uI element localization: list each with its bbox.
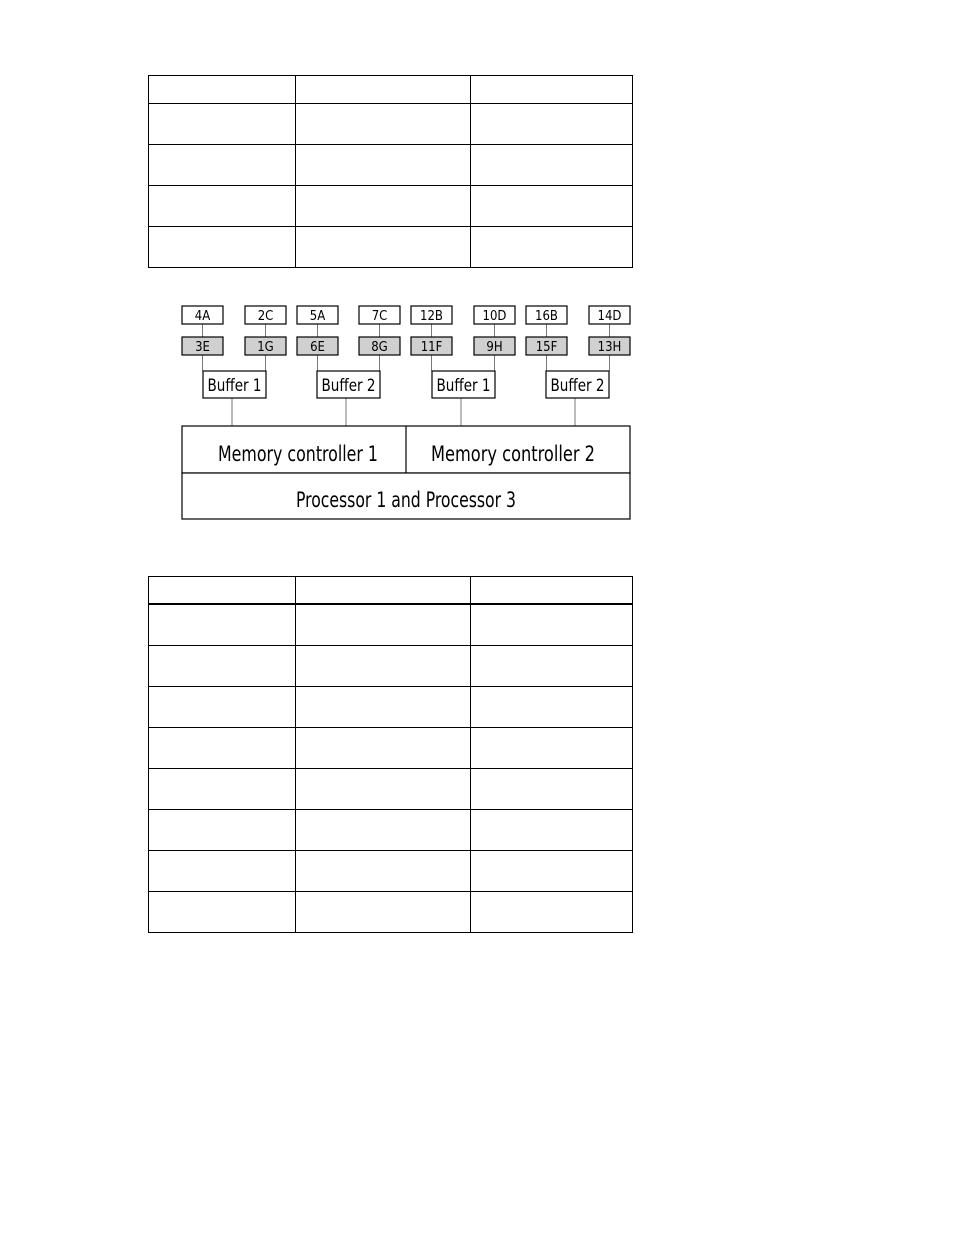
table-cell (149, 577, 296, 605)
buffer-label: Buffer 1 (436, 376, 491, 396)
table-cell (296, 646, 471, 687)
dimm-slot-16b-label: 16B (535, 309, 558, 324)
dimm-slot-8g-label: 8G (371, 340, 388, 355)
table-cell (296, 577, 471, 605)
table-row (149, 687, 633, 728)
table-cell (149, 604, 296, 646)
table-row (149, 810, 633, 851)
table-header-row (149, 577, 633, 605)
table-cell (149, 810, 296, 851)
table-row (149, 604, 633, 646)
buffer-label: Buffer 2 (321, 376, 376, 396)
dimm-slot-11f-label: 11F (420, 340, 443, 355)
dimm-slot-15f-label: 15F (535, 340, 558, 355)
buffer-label: Buffer 2 (550, 376, 605, 396)
dimm-slot-5a-label: 5A (309, 309, 326, 324)
table-cell (471, 728, 633, 769)
buffer-label: Buffer 1 (207, 376, 262, 396)
table-cell (471, 687, 633, 728)
dimm-slots (182, 306, 630, 355)
table-cell (471, 851, 633, 892)
table-cell (149, 851, 296, 892)
table-row (149, 892, 633, 933)
dimm-slot-4a-label: 4A (194, 309, 211, 324)
dimm-slot-10d-label: 10D (482, 309, 507, 324)
table-cell (149, 892, 296, 933)
dimm-slot-12b-label: 12B (420, 309, 443, 324)
table-cell (149, 728, 296, 769)
memory-table-bottom (148, 576, 633, 933)
table-cell (296, 728, 471, 769)
table-cell (471, 769, 633, 810)
table-cell (296, 769, 471, 810)
table-cell (149, 769, 296, 810)
table-row (149, 728, 633, 769)
table-cell (296, 687, 471, 728)
dimm-slot-2c-label: 2C (257, 309, 274, 324)
dimm-slot-1g-label: 1G (257, 340, 274, 355)
table-row (149, 851, 633, 892)
table-row (149, 769, 633, 810)
table-row (149, 646, 633, 687)
table-cell (471, 810, 633, 851)
memory-controller-1-label: Memory controller 1 (218, 442, 378, 466)
table-cell (296, 892, 471, 933)
dimm-slot-14d-label: 14D (597, 309, 622, 324)
table-cell (471, 646, 633, 687)
table-cell (296, 851, 471, 892)
dimm-slot-3e-label: 3E (195, 340, 210, 355)
dimm-slot-7c-label: 7C (371, 309, 388, 324)
memory-controller-2-label: Memory controller 2 (431, 442, 595, 466)
dimm-slot-6e-label: 6E (310, 340, 325, 355)
table-cell (296, 604, 471, 646)
table-cell (149, 687, 296, 728)
table-cell (296, 810, 471, 851)
dimm-slot-13h-label: 13H (597, 340, 622, 355)
memory-configuration-diagram (0, 0, 954, 560)
table-cell (471, 577, 633, 605)
table-cell (149, 646, 296, 687)
processor-label: Processor 1 and Processor 3 (296, 488, 516, 512)
dimm-slot-9h-label: 9H (486, 340, 503, 355)
table-cell (471, 604, 633, 646)
table-cell (471, 892, 633, 933)
memory-buffers (203, 371, 609, 398)
